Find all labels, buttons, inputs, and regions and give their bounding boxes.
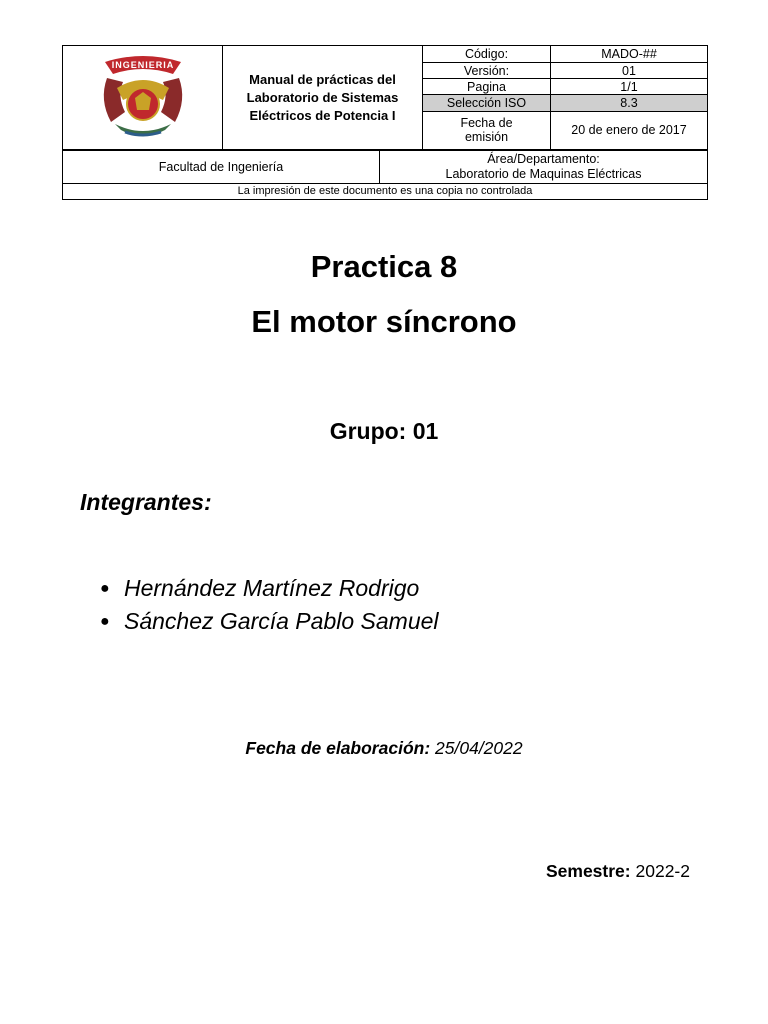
issue-date-label: Fecha de emisión xyxy=(423,111,551,149)
logo-cell xyxy=(63,46,223,150)
elaboration-date-label: Fecha de elaboración: xyxy=(245,738,431,758)
document-header-table xyxy=(62,45,708,150)
document-footer-table xyxy=(62,150,708,200)
page-value: 1/1 xyxy=(551,79,708,95)
list-item xyxy=(100,572,439,605)
elaboration-date xyxy=(0,738,768,759)
faculty-of-engineering-logo xyxy=(95,48,191,144)
version-value: 01 xyxy=(551,63,708,79)
members-list xyxy=(100,572,439,638)
area-cell xyxy=(380,151,708,184)
elaboration-date-value: 25/04/2022 xyxy=(435,738,523,758)
issue-date-value: 20 de enero de 2017 xyxy=(551,111,708,149)
page-label: Pagina xyxy=(423,79,551,95)
group-label: Grupo: 01 xyxy=(329,418,439,444)
faculty-name: Facultad de Ingeniería xyxy=(63,151,380,184)
code-label: Código: xyxy=(423,46,551,63)
practice-number: Practica 8 xyxy=(310,249,458,284)
area-value: Laboratorio de Maquinas Eléctricas xyxy=(445,167,642,181)
manual-title: Manual de prácticas del Laboratorio de Sistemas Eléctricos de Potencia I xyxy=(223,46,423,150)
members-heading: Integrantes: xyxy=(80,489,212,515)
semester-label: Semestre: xyxy=(545,861,631,881)
member-name: Sánchez García Pablo Samuel xyxy=(124,608,439,634)
list-item xyxy=(100,605,439,638)
area-label: Área/Departamento: xyxy=(487,152,600,166)
logo-lettering: INGENIERIA xyxy=(111,60,174,70)
version-label: Versión: xyxy=(423,63,551,79)
code-value: MADO-## xyxy=(551,46,708,63)
semester xyxy=(546,861,690,882)
copy-notice: La impresión de este documento es una copia no controlada xyxy=(63,184,708,200)
semester-value: 2022-2 xyxy=(635,861,690,881)
practice-title: El motor síncrono xyxy=(251,304,517,339)
iso-label: Selección ISO xyxy=(423,95,551,111)
member-name: Hernández Martínez Rodrigo xyxy=(124,575,420,601)
iso-value: 8.3 xyxy=(551,95,708,111)
bullet-icon: ● xyxy=(100,613,110,630)
bullet-icon: ● xyxy=(100,580,110,597)
